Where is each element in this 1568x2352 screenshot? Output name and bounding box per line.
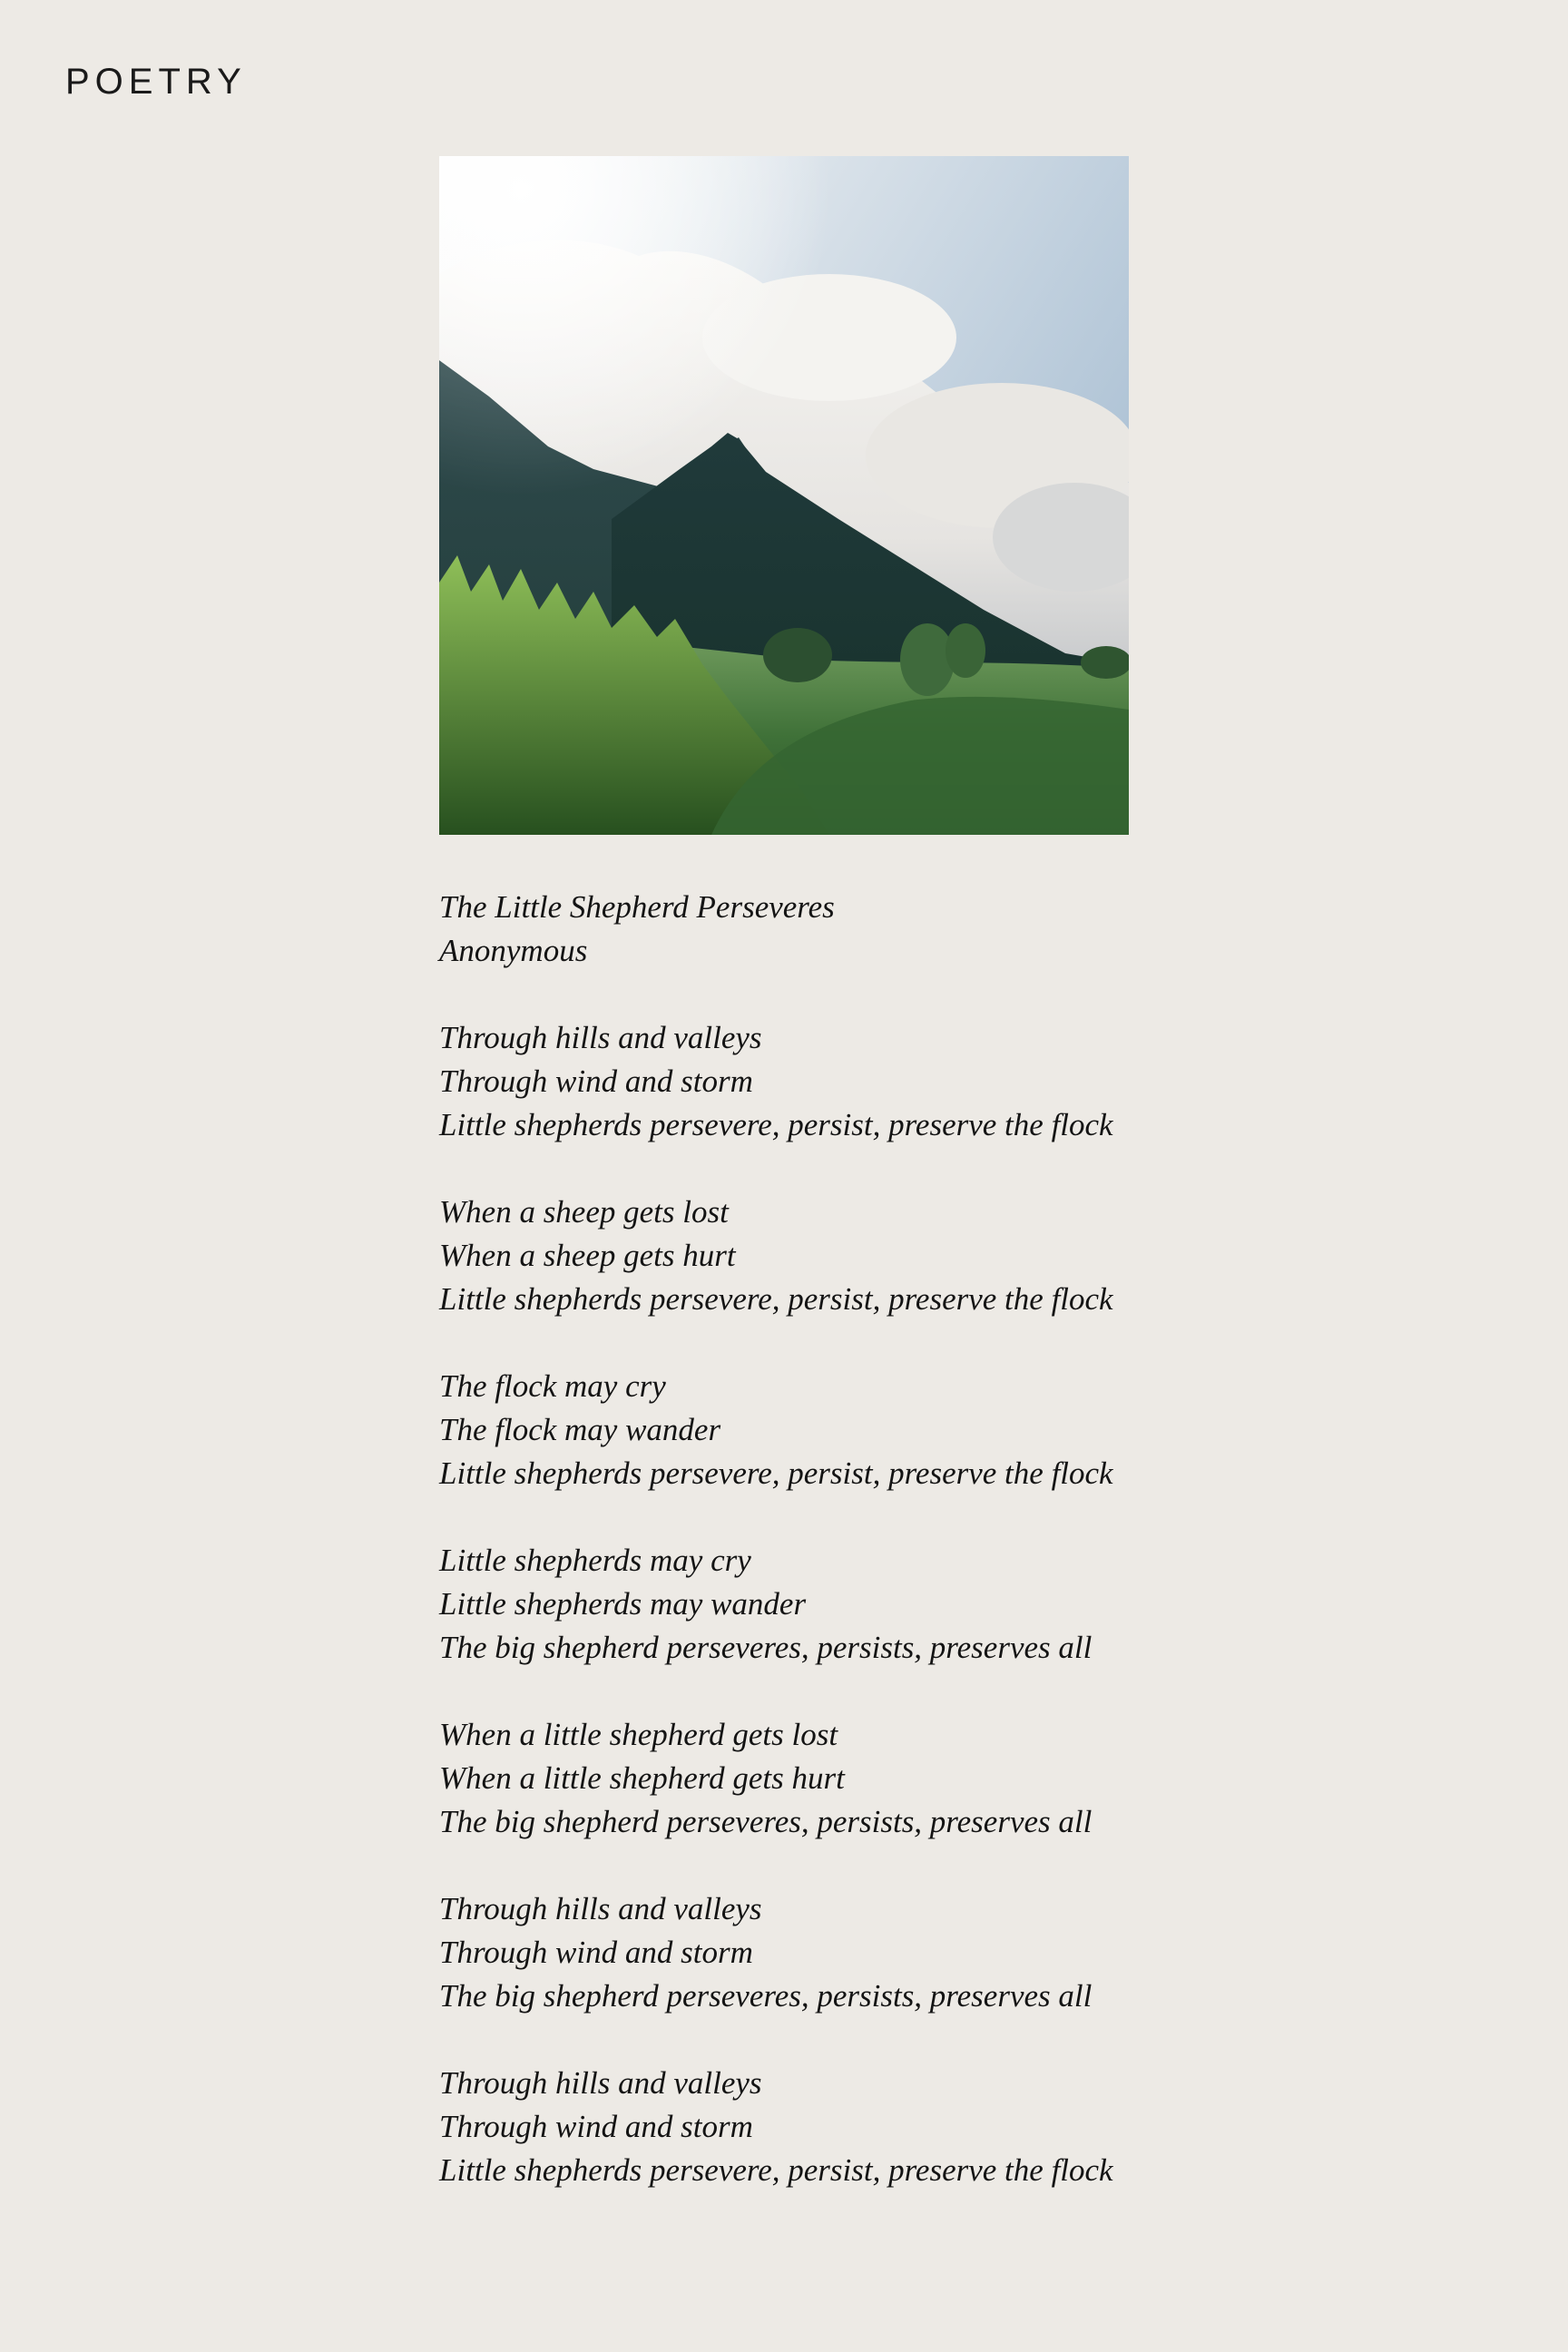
poem-line: The big shepherd perseveres, persists, preserves all: [439, 1978, 1093, 2014]
stanza-6: [439, 1887, 1183, 2018]
poem-line: When a little shepherd gets hurt: [439, 1760, 845, 1796]
poem-line: Through wind and storm: [439, 1063, 753, 1099]
poem-line: Little shepherds persevere, persist, preserve the flock: [439, 1281, 1113, 1317]
poem-header: [439, 886, 1183, 973]
stanza-3: [439, 1365, 1183, 1495]
section-label: POETRY: [65, 62, 247, 102]
poem-line: Through hills and valleys: [439, 1020, 762, 1055]
stanza-5: [439, 1713, 1183, 1844]
poem-line: Little shepherds persevere, persist, preserve the flock: [439, 2152, 1113, 2188]
stanza-4: [439, 1539, 1183, 1670]
poem-line: Little shepherds may wander: [439, 1586, 807, 1622]
poem-line: Through wind and storm: [439, 2109, 753, 2144]
poem-line: When a sheep gets hurt: [439, 1238, 736, 1273]
poem-line: Little shepherds persevere, persist, preserve the flock: [439, 1107, 1113, 1142]
poem-line: Little shepherds persevere, persist, preserve the flock: [439, 1455, 1113, 1491]
poem-line: Through wind and storm: [439, 1935, 753, 1970]
poem-line: When a little shepherd gets lost: [439, 1717, 838, 1752]
poem-line: The flock may cry: [439, 1368, 666, 1404]
stanza-2: [439, 1191, 1183, 1321]
poem-line: The big shepherd perseveres, persists, preserves all: [439, 1630, 1093, 1665]
stanza-1: [439, 1016, 1183, 1147]
poem-author: Anonymous: [439, 933, 588, 968]
poem-line: When a sheep gets lost: [439, 1194, 729, 1230]
poem-line: Little shepherds may cry: [439, 1543, 751, 1578]
poem: [439, 886, 1183, 2236]
poem-line: The big shepherd perseveres, persists, preserves all: [439, 1804, 1093, 1839]
poem-line: Through hills and valleys: [439, 2065, 762, 2101]
poem-line: Through hills and valleys: [439, 1891, 762, 1926]
stanza-7: [439, 2062, 1183, 2192]
poem-title: The Little Shepherd Perseveres: [439, 889, 835, 925]
poem-line: The flock may wander: [439, 1412, 721, 1447]
mountain-landscape-photo: [439, 156, 1129, 835]
